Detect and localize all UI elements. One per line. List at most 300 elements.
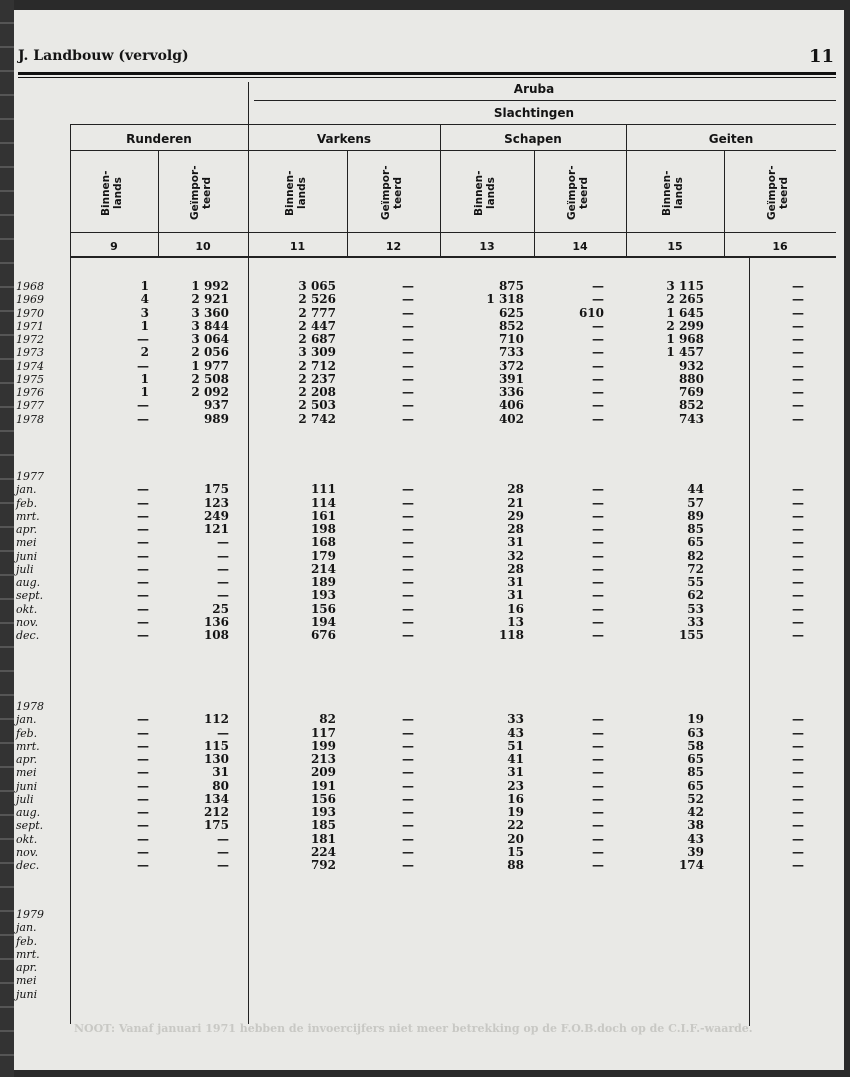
table-cell: 136 [203,614,229,629]
table-cell: 85 [687,522,704,536]
table-cell: — [217,588,229,603]
table-cell: — [217,858,229,872]
table-cell: — [402,345,414,360]
table-cell: — [592,411,604,426]
table-cell: 249 [203,508,229,523]
row-label: aug. [16,806,41,819]
table-rule [70,124,836,125]
table-cell: 372 [498,358,524,373]
table-cell: — [137,614,149,629]
table-cell: 23 [507,778,524,793]
table-cell: 65 [687,778,704,793]
table-cell: — [792,292,804,307]
table-cell: — [402,358,414,373]
table-cell: 28 [507,482,524,497]
table-cell: — [592,279,604,293]
table-cell: — [402,628,414,642]
table-rule [70,256,836,258]
table-cell: 44 [687,482,704,497]
table-cell: — [792,791,804,806]
table-cell: 852 [498,318,524,333]
table-cell: 4 [140,292,149,307]
table-cell: — [792,752,804,766]
table-cell: — [137,818,149,833]
table-cell: 38 [687,818,704,833]
table-cell: 16 [507,601,524,616]
table-cell: 2 742 [298,411,336,426]
table-cell: 63 [687,725,704,740]
row-label: juli [16,562,34,576]
table-cell: 214 [310,561,336,576]
row-label: nov. [16,615,39,629]
table-cell: 193 [310,588,336,603]
table-cell: — [592,548,604,563]
table-cell: — [402,601,414,616]
table-cell: 31 [212,765,229,780]
column-number: 9 [110,240,118,253]
table-cell: 156 [310,601,336,616]
row-label: juni [16,987,38,1001]
sub-header-line: Geïmpor- [566,165,578,221]
table-cell: 52 [687,791,704,806]
table-cell: 198 [310,522,336,536]
table-cell: 121 [203,522,229,536]
table-cell: — [402,844,414,859]
table-cell: 39 [687,844,704,859]
table-cell: 212 [203,805,229,819]
table-cell: 80 [212,778,229,793]
table-cell: — [592,858,604,872]
table-cell: 1 [140,385,149,399]
table-cell: — [792,601,804,616]
page-edge [0,0,14,1077]
row-label: okt. [16,602,38,616]
table-cell: 336 [498,385,524,399]
table-cell: — [792,332,804,346]
table-cell: — [792,575,804,589]
sub-header-line: Binnen- [100,170,112,216]
sub-header-line: lands [673,177,685,209]
table-cell: 610 [578,305,604,320]
table-cell: 676 [310,628,336,642]
table-cell: 123 [203,495,229,510]
sub-header-geimporteerd [766,160,790,226]
row-label: jan. [16,483,37,497]
table-cell: 2 526 [298,292,336,307]
table-cell: — [592,332,604,346]
table-cell: — [792,398,804,413]
table-cell: 2 921 [191,292,229,307]
table-cell: — [402,575,414,589]
header-rule-thin [18,77,836,78]
table-cell: — [402,305,414,320]
table-cell: — [592,818,604,833]
table-cell: 989 [203,411,229,426]
table-cell: 13 [507,614,524,629]
table-cell: 42 [687,805,704,819]
row-label: 1972 [16,333,44,346]
sub-header-binnenlands [473,160,497,226]
table-cell: — [402,712,414,727]
table-cell: — [217,548,229,563]
table-grid-line [626,124,627,256]
table-cell: — [792,318,804,333]
table-rule [70,232,836,233]
table-cell: 402 [498,411,524,426]
sub-header-binnenlands [284,160,308,226]
table-cell: 2 777 [298,305,336,320]
table-cell: 2 237 [298,371,336,386]
table-cell: — [137,508,149,523]
sub-header-line: lands [112,177,124,209]
table-cell: — [792,858,804,872]
table-cell: 175 [203,482,229,497]
table-cell: 15 [507,844,524,859]
table-cell: 3 064 [191,332,229,346]
table-cell: — [792,385,804,399]
row-label: mrt. [16,509,40,523]
table-cell: — [592,575,604,589]
table-cell: 743 [678,411,704,426]
table-cell: — [592,588,604,603]
row-label: 1979 [16,908,44,921]
table-cell: — [592,831,604,846]
table-cell: 185 [310,818,336,833]
table-cell: — [137,725,149,740]
table-cell: 161 [310,508,336,523]
table-cell: 1 318 [486,292,524,307]
table-cell: — [592,535,604,550]
table-cell: 194 [310,614,336,629]
page-number: 11 [808,46,834,67]
table-cell: 20 [507,831,524,846]
table-cell: — [137,548,149,563]
sub-header-line: Binnen- [661,170,673,216]
row-label: 1975 [16,372,44,386]
table-cell: 191 [310,778,336,793]
table-cell: — [592,482,604,497]
table-cell: — [592,844,604,859]
table-cell: 880 [678,371,704,386]
table-cell: — [217,561,229,576]
row-label: mrt. [16,739,40,753]
table-cell: 130 [203,752,229,766]
table-cell: 3 309 [298,345,336,360]
table-cell: — [402,725,414,740]
table-cell: — [402,279,414,293]
table-cell: — [792,358,804,373]
table-cell: — [137,332,149,346]
table-cell: 168 [310,535,336,550]
table-cell: — [402,318,414,333]
row-label: 1971 [16,319,44,333]
row-label: jan. [16,713,37,727]
row-label: apr. [16,961,38,974]
table-cell: — [592,628,604,642]
table-cell: — [792,805,804,819]
table-cell: 111 [310,482,336,497]
table-cell: 88 [507,858,524,872]
table-grid-line [347,150,348,256]
table-cell: — [402,858,414,872]
table-cell: 114 [310,495,336,510]
table-cell: 43 [687,831,704,846]
table-rule [70,150,836,151]
table-cell: — [402,385,414,399]
table-cell: — [592,791,604,806]
table-cell: 57 [687,495,704,510]
table-cell: — [137,588,149,603]
table-cell: — [402,818,414,833]
column-number: 16 [772,240,788,253]
table-cell: — [402,614,414,629]
row-label: feb. [16,726,38,740]
table-cell: 62 [687,588,704,603]
table-cell: — [592,371,604,386]
table-cell: 852 [678,398,704,413]
table-cell: — [137,495,149,510]
page-title: J. Landbouw (vervolg) [18,48,189,64]
sub-header-line: lands [295,177,308,209]
row-label: dec. [16,859,40,872]
table-cell: 625 [498,305,524,320]
header-rule [18,72,836,75]
table-cell: — [592,522,604,536]
table-grid-line [248,82,249,1024]
column-number: 14 [572,240,588,253]
table-cell: 33 [687,614,704,629]
table-cell: — [592,712,604,727]
table-cell: — [137,358,149,373]
row-label: 1973 [16,346,44,360]
table-cell: — [137,778,149,793]
table-cell: 710 [498,332,524,346]
table-cell: 1 968 [666,332,704,346]
table-cell: — [592,385,604,399]
table-cell: — [137,561,149,576]
table-cell: 134 [203,791,229,806]
region-header: Aruba [513,82,555,96]
table-cell: — [792,411,804,426]
column-number: 11 [289,240,306,253]
sub-header-line: Binnen- [283,170,296,216]
row-label: 1978 [16,700,44,713]
table-cell: — [217,831,229,846]
table-cell: — [592,561,604,576]
table-cell: — [792,305,804,320]
table-cell: — [592,318,604,333]
table-cell: — [137,738,149,753]
sub-header-line: teerd [778,177,790,209]
table-cell: 43 [507,725,524,740]
table-cell: — [792,535,804,550]
table-cell: — [592,738,604,753]
table-cell: 1 [140,279,149,293]
table-cell: 179 [310,548,336,563]
column-number: 15 [667,240,683,253]
table-cell: — [792,831,804,846]
row-label: apr. [16,523,38,536]
table-cell: — [792,561,804,576]
table-cell: 2 687 [298,332,336,346]
row-label: 1974 [16,359,44,373]
table-cell: — [592,508,604,523]
table-cell: 2 299 [666,318,704,333]
table-cell: 175 [203,818,229,833]
table-cell: — [402,411,414,426]
table-cell: — [402,791,414,806]
sub-header-geimporteerd [566,160,590,226]
row-label: jan. [16,921,37,935]
table-cell: — [592,292,604,307]
table-cell: — [217,535,229,550]
table-cell: 193 [310,805,336,819]
table-cell: 181 [310,831,336,846]
row-label: 1969 [16,293,44,307]
sub-header-line: Geïmpor- [189,165,201,221]
table-cell: — [402,522,414,536]
table-cell: — [402,495,414,510]
table-cell: 115 [203,738,229,753]
table-cell: — [137,575,149,589]
table-cell: — [792,725,804,740]
table-cell: — [137,535,149,550]
table-cell: — [792,614,804,629]
table-cell: — [792,628,804,642]
table-cell: — [402,561,414,576]
table-cell: 58 [687,738,704,753]
table-cell: 82 [687,548,704,563]
row-label: feb. [16,934,38,948]
row-label: aug. [16,576,41,589]
table-cell: — [792,279,804,293]
row-label: juli [16,792,34,806]
table-cell: 769 [678,385,704,399]
table-cell: — [592,765,604,780]
table-cell: 406 [498,398,524,413]
table-cell: 2 712 [298,358,336,373]
table-cell: 28 [507,561,524,576]
table-cell: 65 [687,535,704,550]
table-cell: 1 645 [666,305,704,320]
table-cell: 1 [140,318,149,333]
table-cell: 932 [678,358,704,373]
table-cell: 89 [687,508,704,523]
table-cell: — [402,371,414,386]
row-label: 1977 [16,399,44,413]
table-cell: 85 [687,765,704,780]
table-cell: 189 [310,575,336,589]
table-cell: 112 [203,712,229,727]
animal-header: Runderen [126,132,192,146]
table-cell: — [402,765,414,780]
table-cell: 72 [687,561,704,576]
table-cell: — [137,791,149,806]
table-cell: — [137,805,149,819]
table-cell: 16 [507,791,524,806]
table-cell: — [137,844,149,859]
sub-header-binnenlands [100,160,124,226]
table-cell: 33 [507,712,524,727]
table-cell: 3 065 [298,279,336,293]
table-cell: 391 [498,371,524,386]
table-cell: — [792,588,804,603]
table-cell: — [402,482,414,497]
table-cell: — [402,535,414,550]
group-header: Slachtingen [493,106,575,120]
row-label: juni [16,549,38,563]
table-cell: — [792,844,804,859]
table-cell: 22 [507,818,524,833]
table-cell: 31 [507,765,524,780]
table-cell: — [792,482,804,497]
sub-header-geimporteerd [189,160,213,226]
table-cell: — [402,752,414,766]
table-cell: — [137,765,149,780]
table-cell: 118 [498,628,524,642]
footnote: NOOT: Vanaf januari 1971 hebben de invoercijfers niet meer betrekking op de F.O.B.doch op de C.I.F.-waarde. [74,1022,753,1035]
row-label: mei [16,766,37,780]
table-cell: — [792,345,804,360]
table-cell: — [217,575,229,589]
table-cell: 51 [507,738,524,753]
table-cell: 2 265 [666,292,704,307]
table-cell: — [792,778,804,793]
sub-header-line: Geïmpor- [766,165,778,221]
table-cell: 41 [507,752,524,766]
row-label: mei [16,536,37,550]
column-number: 12 [385,240,402,253]
table-cell: 199 [310,738,336,753]
table-cell: 65 [687,752,704,766]
table-cell: 19 [507,805,524,819]
table-cell: 2 447 [298,318,336,333]
table-cell: — [402,398,414,413]
table-cell: 31 [507,588,524,603]
table-cell: 28 [507,522,524,536]
table-cell: 1 457 [666,345,704,360]
table-cell: 29 [507,508,524,523]
row-label: 1977 [16,470,44,483]
row-label: apr. [16,753,38,766]
animal-header: Varkens [316,132,372,146]
table-grid-line [534,150,535,256]
table-cell: — [792,712,804,727]
table-cell: 2 056 [191,345,229,360]
row-label: juni [16,779,38,793]
table-cell: — [137,831,149,846]
sub-header-binnenlands [661,160,685,226]
table-cell: 108 [203,628,229,642]
table-cell: 224 [310,844,336,859]
table-cell: 2 208 [298,385,336,399]
sub-header-line: Geïmpor- [379,165,392,221]
table-cell: 155 [678,628,704,642]
column-number: 10 [195,240,211,253]
table-cell: — [592,358,604,373]
table-cell: — [402,508,414,523]
table-cell: 156 [310,791,336,806]
row-label: nov. [16,845,39,859]
table-cell: — [402,778,414,793]
table-cell: — [137,601,149,616]
table-cell: 2 508 [191,371,229,386]
table-cell: — [137,411,149,426]
table-cell: — [137,628,149,642]
table-cell: 53 [687,601,704,616]
table-grid-line [158,150,159,256]
table-cell: — [792,522,804,536]
